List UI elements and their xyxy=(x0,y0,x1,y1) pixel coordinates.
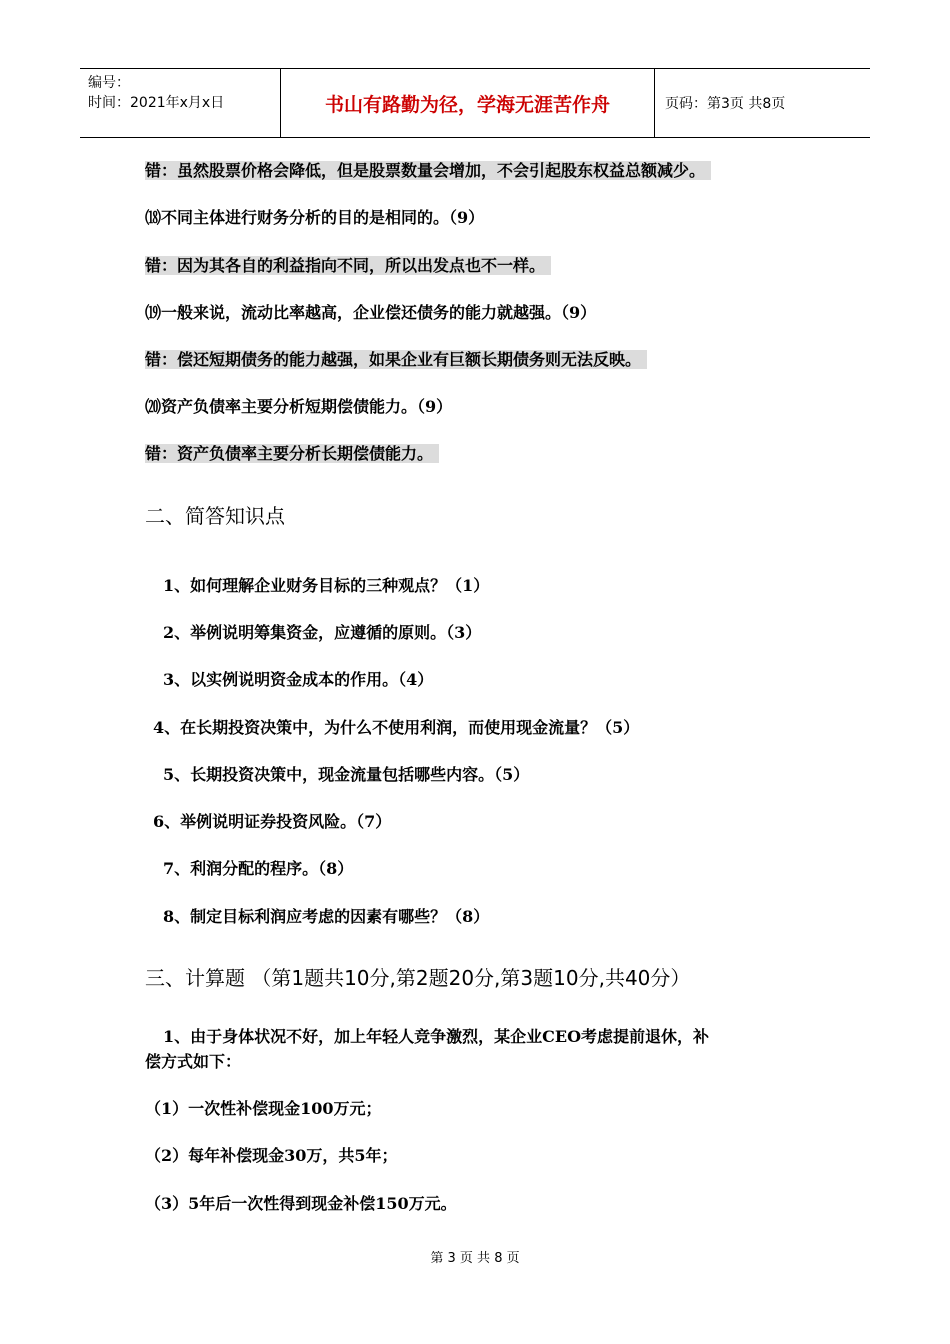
option-item: （3）5年后一次性得到现金补偿150万元。 xyxy=(145,1194,457,1213)
list-item: 7、利润分配的程序。（8） xyxy=(163,859,354,878)
section-title: 三、计算题 （第1题共10分,第2题20分,第3题10分,共40分） xyxy=(145,966,691,990)
section-title: 二、简答知识点 xyxy=(145,504,285,528)
list-item: 2、举例说明筹集资金，应遵循的原则。（3） xyxy=(163,623,482,642)
question-text: 偿方式如下： xyxy=(145,1052,242,1071)
page-footer: 第 3 页 共 8 页 xyxy=(430,1251,520,1266)
question-text: 1、由于身体状况不好，加上年轻人竞争激烈，某企业CEO考虑提前退休，补 xyxy=(163,1027,710,1046)
header-meta xyxy=(80,69,281,137)
highlighted-text: 错：因为其各自的利益指向不同，所以出发点也不一样。 xyxy=(145,256,551,275)
judgment-question: ⒇资产负债率主要分析短期偿债能力。（9） xyxy=(145,397,453,416)
header-motto: 书山有路勤为径，学海无涯苦作舟 xyxy=(281,69,655,137)
list-item: 4、在长期投资决策中，为什么不使用利润，而使用现金流量？（5） xyxy=(153,718,640,737)
judgment-answer xyxy=(145,349,647,371)
option-item: （2）每年补偿现金30万，共5年； xyxy=(145,1146,398,1165)
header-page-info: 页码：第3页 共8页 xyxy=(665,96,786,112)
list-item: 1、如何理解企业财务目标的三种观点？（1） xyxy=(163,576,490,595)
page-header xyxy=(80,68,870,138)
list-item: 5、长期投资决策中，现金流量包括哪些内容。（5） xyxy=(163,765,530,784)
judgment-answer xyxy=(145,255,551,277)
highlighted-text: 错：资产负债率主要分析长期偿债能力。 xyxy=(145,444,439,463)
judgment-question: ⒅不同主体进行财务分析的目的是相同的。（9） xyxy=(145,208,485,227)
list-item: 3、以实例说明资金成本的作用。（4） xyxy=(163,670,434,689)
list-item: 6、举例说明证券投资风险。（7） xyxy=(153,812,392,831)
highlighted-text: 错：偿还短期债务的能力越强，如果企业有巨额长期债务则无法反映。 xyxy=(145,350,647,369)
judgment-answer xyxy=(145,160,711,182)
list-item: 8、制定目标利润应考虑的因素有哪些？（8） xyxy=(163,907,490,926)
judgment-answer xyxy=(145,443,439,465)
time-label: 时间：2021年x月x日 xyxy=(88,95,225,111)
option-item: （1）一次性补偿现金100万元； xyxy=(145,1099,382,1118)
judgment-question: ⒆一般来说，流动比率越高，企业偿还债务的能力就越强。（9） xyxy=(145,303,597,322)
highlighted-text: 错：虽然股票价格会降低，但是股票数量会增加，不会引起股东权益总额减少。 xyxy=(145,161,711,180)
number-label: 编号： xyxy=(88,75,130,91)
